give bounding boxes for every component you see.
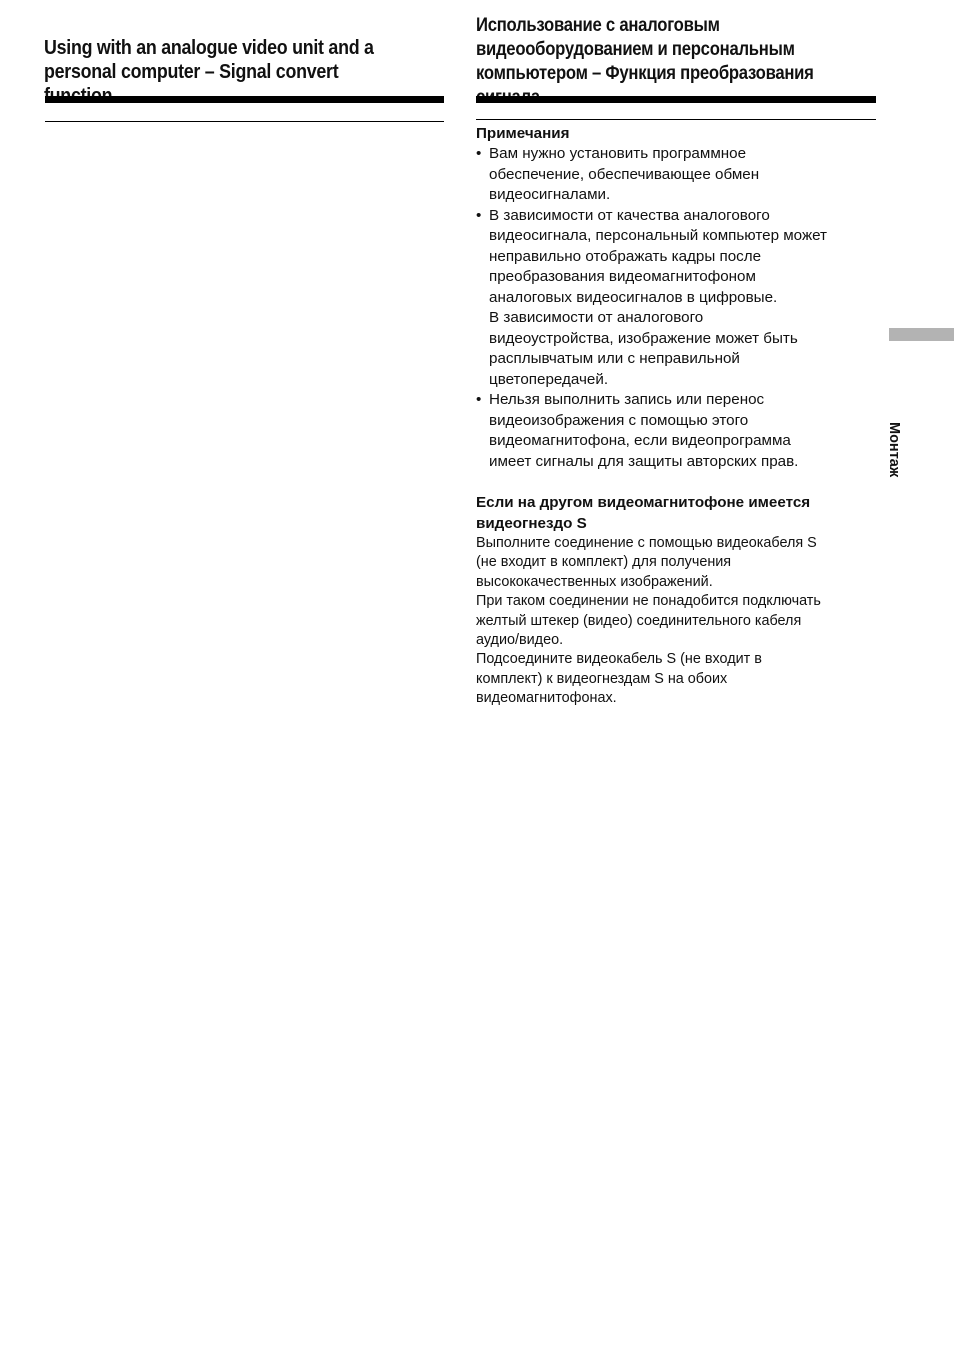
title-line: personal computer – Signal convert [44,60,339,83]
notes-list [476,144,886,472]
note-item [476,206,886,391]
note-text [489,206,886,391]
note-text [489,144,886,206]
text-line: желтый штекер (видео) соединительного кабеля [476,612,802,629]
notes-heading: Примечания [476,125,570,142]
note-text [489,390,886,472]
text-line: видеомагнитофона, если видеопрограмма [489,432,791,449]
text-line: преобразования видеомагнитофоном [489,268,756,285]
text-line: высококачественных изображений. [476,573,713,590]
text-line: Вам нужно установить программное [489,145,747,162]
bullet-icon: • [476,145,482,162]
text-line: При таком соединении не понадобится подключать [476,593,821,610]
text-line: В зависимости от аналогового [489,309,704,326]
title-underline [45,96,444,103]
title-underline [476,96,876,103]
text-line: обеспечение, обеспечивающее обмен [489,165,760,183]
text-line: видеоустройства, изображение может быть [489,329,798,347]
text-line: Нельзя выполнить запись или перенос [489,391,765,408]
text-line: видеомагнитофонах. [476,690,617,707]
section-tab-marker [889,328,954,341]
text-line: расплывчатым или с неправильной [489,350,740,367]
page-title-russian [476,13,878,109]
title-line: видеооборудованием и персональным [476,38,795,60]
text-line: аудио/видео. [476,632,564,649]
text-line: имеет сигналы для защиты авторских прав. [489,452,799,470]
s-video-body [476,534,876,709]
s-video-section [476,492,876,709]
text-line: комплект) к видеогнездам S на обоих [476,670,728,687]
section-divider [45,121,444,122]
text-line: аналоговых видеосигналов в цифровые. [489,288,778,306]
text-line: видеоизображения с помощью этого [489,411,749,429]
bullet-icon: • [476,206,482,224]
notes-section [476,124,886,472]
heading-line: видеогнездо S [476,515,587,532]
text-line: неправильно отображать кадры после [489,247,762,265]
text-line: Подсоедините видеокабель S (не входит в [476,651,762,668]
heading-line: Если на другом видеомагнитофоне имеется [476,494,811,511]
title-line: компьютером – Функция преобразования [476,62,814,84]
text-line: видеосигналами. [489,186,611,203]
title-line: Using with an analogue video unit and a [44,36,374,59]
section-divider [476,119,876,120]
note-item [476,390,886,472]
note-item [476,144,886,206]
text-line: Выполните соединение с помощью видеокабеля S [476,535,817,551]
s-video-heading [476,492,876,534]
section-tab-label: Монтаж [886,422,902,478]
text-line: (не входит в комплект) для получения [476,554,732,571]
text-line: видеосигнала, персональный компьютер может [489,227,828,244]
text-line: В зависимости от качества аналогового [489,206,770,224]
bullet-icon: • [476,391,482,408]
text-line: цветопередачей. [489,370,609,388]
title-line: Использование с аналоговым [476,14,720,36]
